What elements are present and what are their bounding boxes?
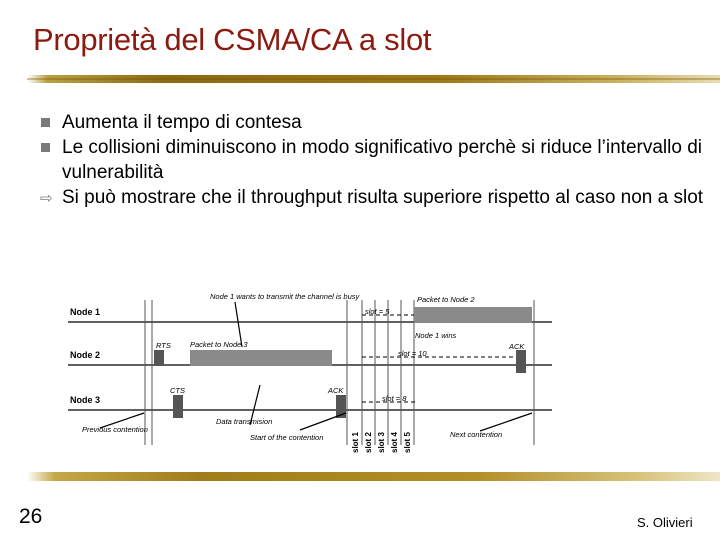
author-label: S. Olivieri: [637, 515, 693, 530]
footer-divider: [27, 472, 720, 481]
annotation: Previous contention: [82, 425, 148, 434]
packet-bar: [414, 307, 532, 323]
annotation: RTS: [156, 341, 171, 350]
slot-label: slot 5: [403, 432, 412, 453]
annotation: slot = 8: [382, 394, 407, 403]
annotation: Data transmision: [216, 417, 273, 426]
annotation: ACK: [328, 386, 344, 395]
hollow-arrow-icon: ⇨: [40, 190, 53, 207]
bullet-item: [32, 135, 712, 185]
annotation: Next contention: [450, 430, 503, 439]
bullet-text: Si può mostrare che il throughput risulta superiore rispetto al caso non a slot: [62, 187, 704, 208]
slot-label: slot 4: [390, 432, 399, 453]
slot-label: slot 2: [364, 432, 373, 453]
packet-bar: [190, 350, 332, 366]
slot-label: slot 1: [351, 432, 360, 453]
slide-number: 26: [19, 505, 43, 528]
annotation: Packet to Node 2: [417, 295, 475, 304]
bullet-list: [32, 110, 712, 210]
ack-block: [516, 350, 526, 373]
bullet-item: [32, 185, 712, 210]
csma-ca-timing-diagram: [60, 285, 555, 460]
annotation: Node 1 wants to transmit the channel is busy: [210, 292, 360, 301]
slot-label: slot 3: [377, 432, 386, 453]
pointer-arrow: [480, 413, 532, 431]
bullet-text: Aumenta il tempo di contesa: [62, 112, 302, 133]
node-label: Node 1: [70, 307, 101, 317]
annotation: slot = 10: [398, 349, 427, 358]
annotation: Node 1 wins: [415, 331, 457, 340]
square-bullet-icon: [40, 135, 54, 160]
square-bullet-icon: [40, 110, 54, 135]
cts-block: [173, 395, 183, 418]
annotation: CTS: [170, 386, 185, 395]
pointer-arrow: [300, 413, 346, 430]
annotation: Start of the contention: [250, 433, 324, 442]
node-label: Node 2: [70, 350, 101, 360]
annotation: Packet to Node 3: [190, 340, 248, 349]
annotation: ACK: [509, 342, 525, 351]
slide-title: Proprietà del CSMA/CA a slot: [33, 22, 432, 57]
bullet-item: [32, 110, 712, 135]
node-label: Node 3: [70, 395, 101, 405]
title-divider: [27, 75, 720, 83]
annotation: slot = 5: [365, 307, 390, 316]
rts-block: [154, 350, 164, 366]
bullet-text: Le collisioni diminuiscono in modo significativo perchè si riduce l’intervallo di vulnerabilità: [62, 137, 702, 183]
